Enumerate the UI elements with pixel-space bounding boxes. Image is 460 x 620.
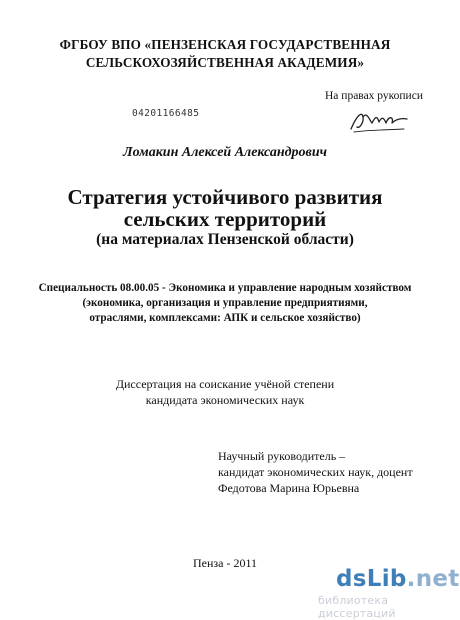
rights-note: На правах рукописи [325, 90, 423, 102]
supervisor-line-2: кандидат экономических наук, доцент [218, 465, 413, 479]
watermark-logo [336, 566, 460, 592]
supervisor-line-1: Научный руководитель – [218, 449, 346, 463]
title-subtitle: (на материалах Пензенской области) [96, 231, 354, 248]
author-name: Ломакин Алексей Александрович [123, 145, 327, 160]
dissertation-line-2: кандидата экономических наук [145, 393, 305, 407]
city-year: Пенза - 2011 [192, 556, 258, 570]
inventory-number: 04201166485 [132, 108, 200, 119]
dissertation-line-1: Диссертация на соискание учёной степени [115, 377, 335, 391]
specialty-line-2: (экономика, организация и управление предприятиями, [82, 297, 368, 309]
watermark-logo-main: dsLib [336, 566, 407, 592]
watermark-tagline: библиотека диссертаций [318, 594, 396, 620]
title-line-1: Стратегия устойчивого развития [67, 185, 383, 209]
specialty-line-1: Специальность 08.00.05 - Экономика и управление народным хозяйством [38, 282, 412, 294]
signature [348, 105, 410, 135]
institution-line-1: ФГБОУ ВПО «ПЕНЗЕНСКАЯ ГОСУДАРСТВЕННАЯ [59, 37, 391, 52]
supervisor-line-3: Федотова Марина Юрьевна [218, 481, 360, 495]
watermark-logo-accent: .net [406, 566, 460, 592]
specialty-line-3: отраслями, комплексами: АПК и сельское хозяйство) [89, 312, 361, 324]
institution-line-2: СЕЛЬСКОХОЗЯЙСТВЕННАЯ АКАДЕМИЯ» [85, 55, 365, 70]
title-line-2: сельских территорий [123, 207, 327, 231]
